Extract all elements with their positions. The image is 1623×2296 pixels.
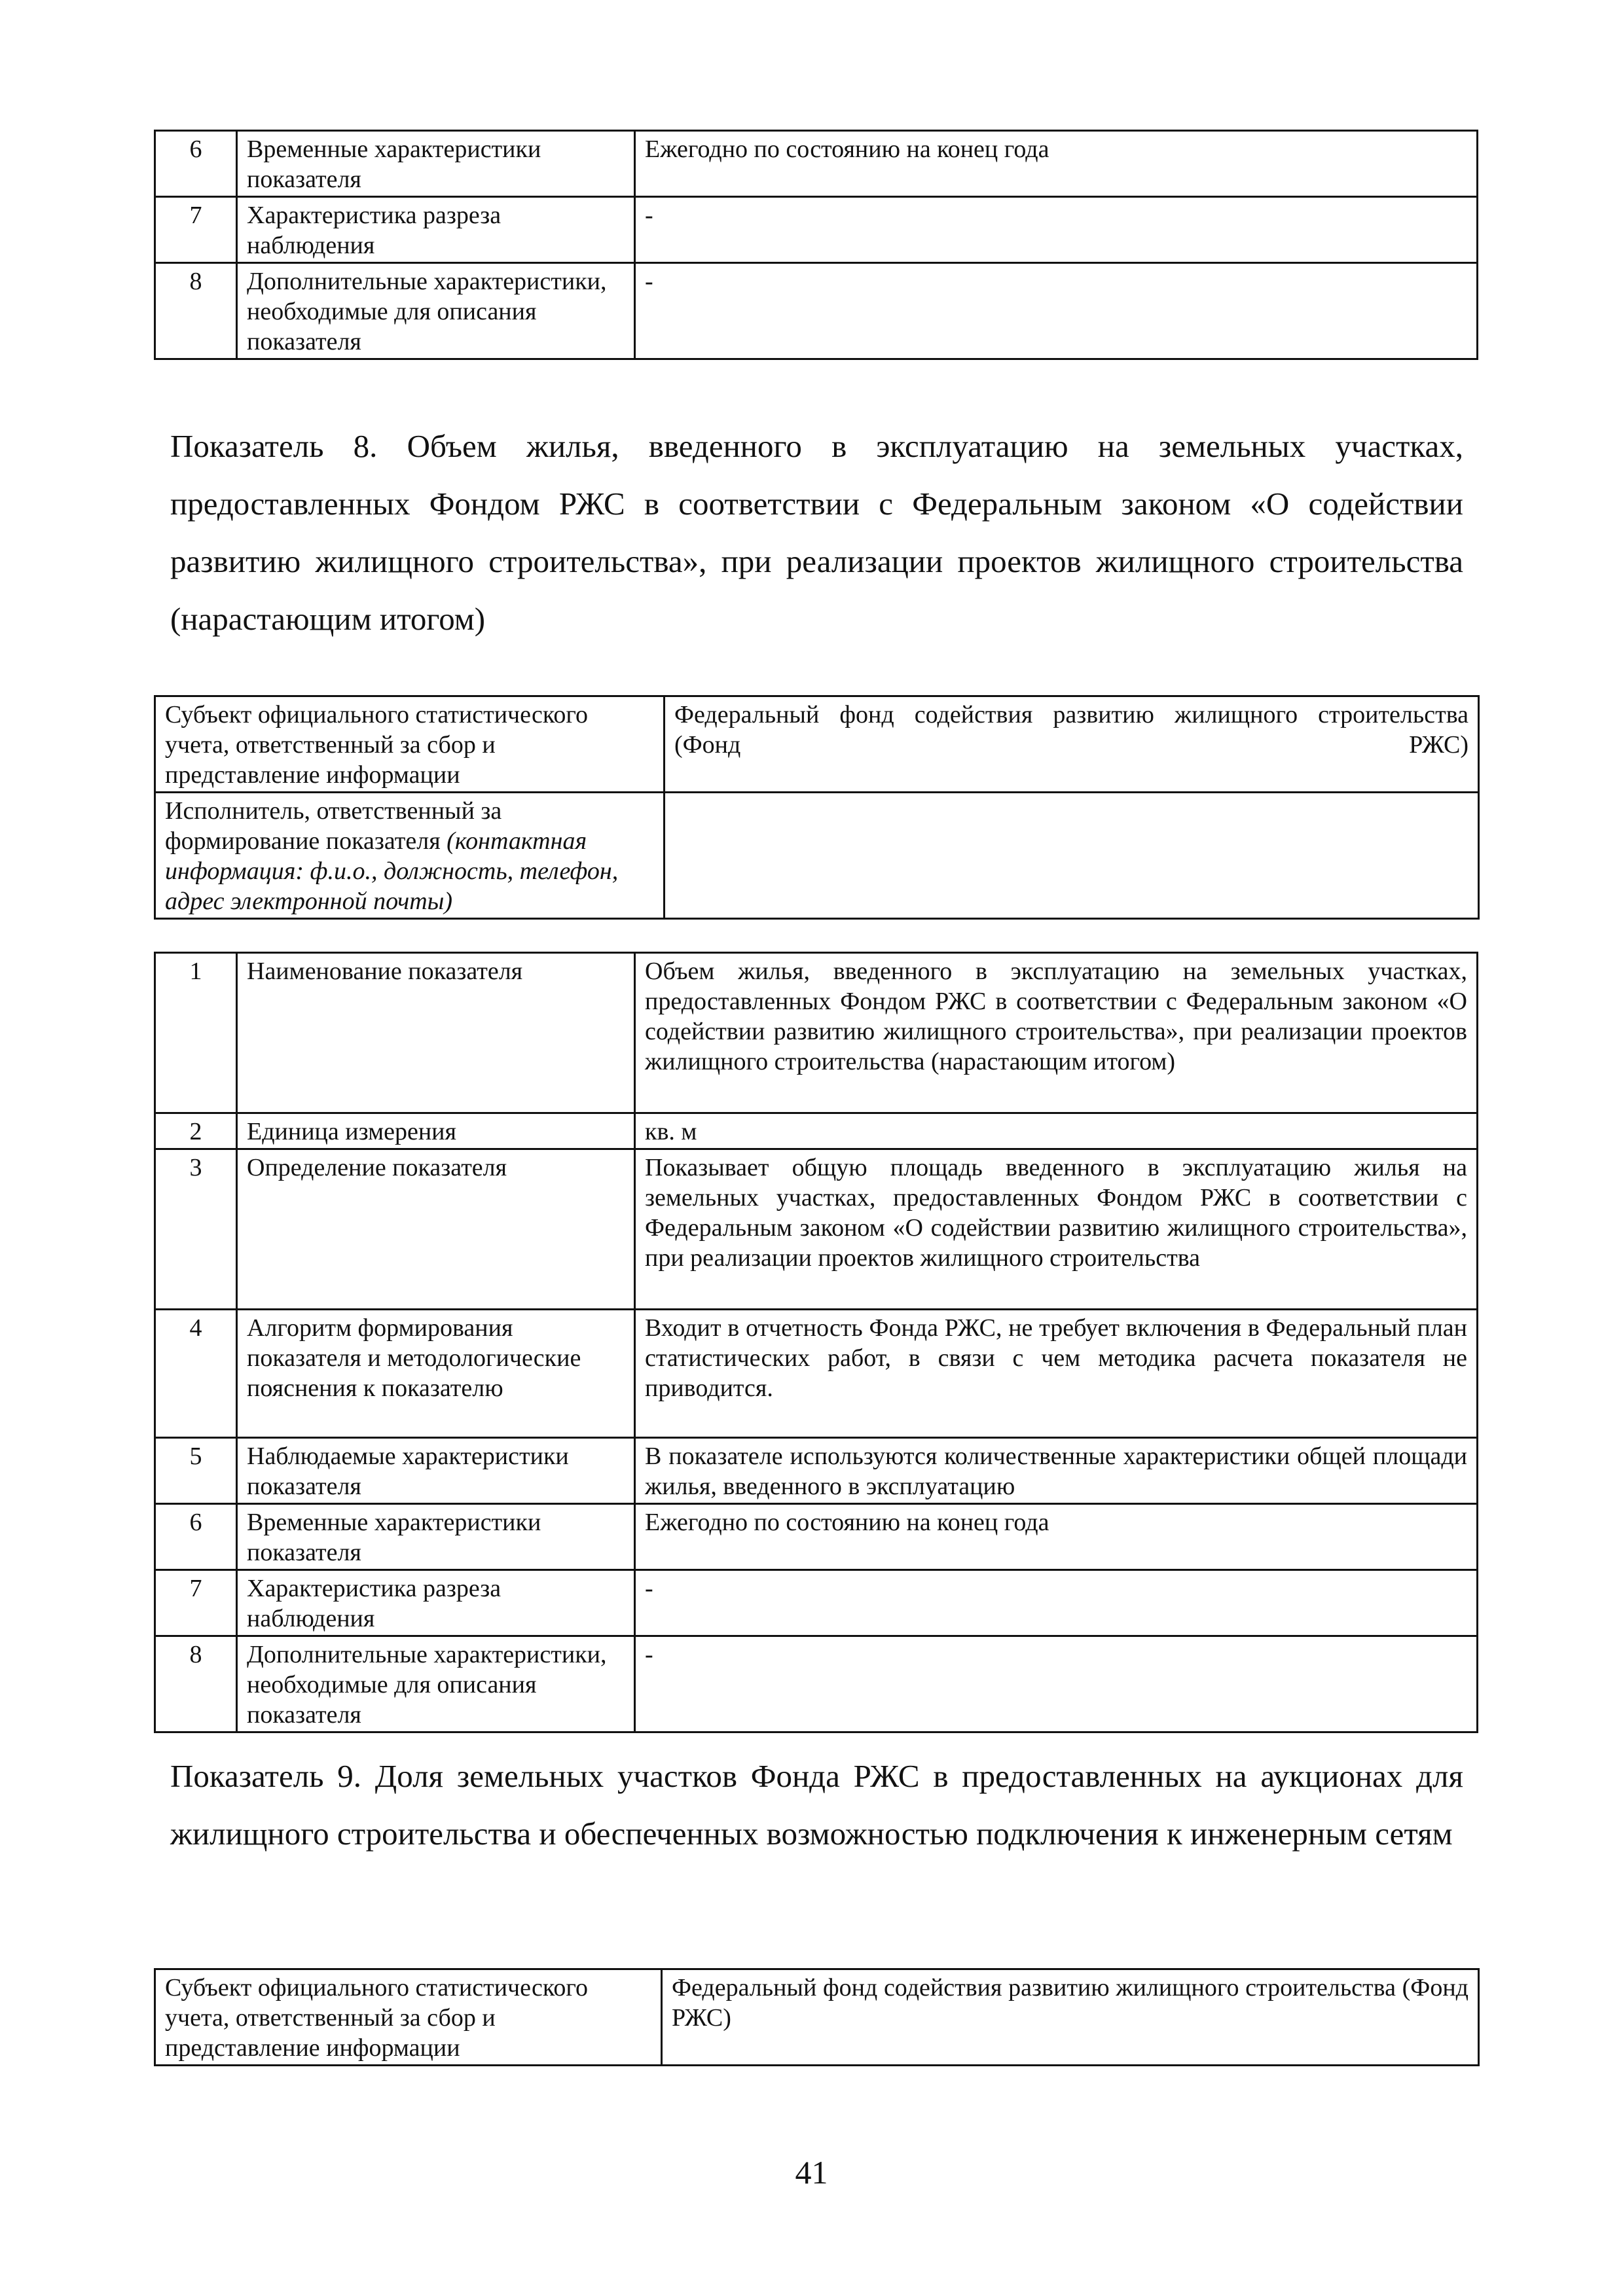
row-value: Входит в отчетность Фонда РЖС, не требует включения в Федеральный план статистических работ, в связи с чем методика расчета показателя не приводится. — [635, 1310, 1478, 1438]
row-number: 4 — [155, 1310, 237, 1438]
row-name: Алгоритм формирования показателя и методологические пояснения к показателю — [237, 1310, 635, 1438]
table-row — [155, 953, 1478, 1113]
row-name: Дополнительные характеристики, необходимые для описания показателя — [237, 263, 635, 359]
row-value: Ежегодно по состоянию на конец года — [635, 131, 1478, 197]
executor-label-text: Исполнитель, ответственный за формирование показателя — [165, 797, 502, 855]
row-number: 2 — [155, 1113, 237, 1149]
subject-value: Федеральный фонд содействия развитию жилищного строительства (Фонд РЖС) — [665, 696, 1479, 793]
row-number: 8 — [155, 1636, 237, 1732]
row-name: Определение показателя — [237, 1149, 635, 1310]
executor-value — [665, 793, 1479, 919]
table-row — [155, 1570, 1478, 1636]
indicator-8-heading: Показатель 8. Объем жилья, введенного в эксплуатацию на земельных участках, предоставленных Фондом РЖС в соответствии с Федеральным законом «О содействии развитию жилищного строительства», при реализации проектов жилищного строительства (нарастающим итогом) — [170, 428, 1463, 637]
executor-contact-note: (контактная информация: ф.и.о., должность, телефон, адрес электронной почты) — [165, 827, 619, 915]
table-row — [155, 1969, 1479, 2066]
indicator-8-main-table — [154, 952, 1478, 1733]
table-row — [155, 793, 1479, 919]
row-number: 1 — [155, 953, 237, 1113]
row-number: 7 — [155, 1570, 237, 1636]
table-row — [155, 263, 1478, 359]
row-name: Наблюдаемые характеристики показателя — [237, 1438, 635, 1504]
executor-label — [155, 793, 665, 919]
row-value: В показателе используются количественные характеристики общей площади жилья, введенного в эксплуатацию — [635, 1438, 1478, 1504]
row-number: 5 — [155, 1438, 237, 1504]
row-number: 6 — [155, 131, 237, 197]
table-row — [155, 1438, 1478, 1504]
indicator-9-heading: Показатель 9. Доля земельных участков Фонда РЖС в предоставленных на аукционах для жилищного строительства и обеспеченных возможностью подключения к инженерным сетям — [170, 1758, 1463, 1852]
row-name: Дополнительные характеристики, необходимые для описания показателя — [237, 1636, 635, 1732]
row-value: - — [635, 197, 1478, 263]
row-number: 6 — [155, 1504, 237, 1570]
table-row — [155, 1310, 1478, 1438]
page-number: 41 — [795, 2154, 828, 2191]
row-value: - — [635, 263, 1478, 359]
table-row — [155, 131, 1478, 197]
table-row — [155, 1636, 1478, 1732]
row-value: - — [635, 1636, 1478, 1732]
indicator-8-subject-table — [154, 695, 1480, 920]
row-name: Временные характеристики показателя — [237, 1504, 635, 1570]
row-value: Объем жилья, введенного в эксплуатацию на земельных участках, предоставленных Фондом РЖС в соответствии с Федеральным законом «О содействии развитию жилищного строительства», при реализации проектов жилищного строительства (нарастающим итогом) — [635, 953, 1478, 1113]
indicator-9-subject-table — [154, 1968, 1480, 2066]
table-row — [155, 1504, 1478, 1570]
row-name: Временные характеристики показателя — [237, 131, 635, 197]
table-row — [155, 1113, 1478, 1149]
row-name: Единица измерения — [237, 1113, 635, 1149]
table-row — [155, 696, 1479, 793]
row-number: 8 — [155, 263, 237, 359]
row-value: Ежегодно по состоянию на конец года — [635, 1504, 1478, 1570]
table-row — [155, 197, 1478, 263]
row-name: Наименование показателя — [237, 953, 635, 1113]
top-indicator-table — [154, 130, 1478, 360]
subject-label: Субъект официального статистического учета, ответственный за сбор и представление информации — [155, 696, 665, 793]
table-row — [155, 1149, 1478, 1310]
row-name: Характеристика разреза наблюдения — [237, 197, 635, 263]
row-value: Показывает общую площадь введенного в эксплуатацию жилья на земельных участках, предоставленных Фондом РЖС в соответствии с Федеральным законом «О содействии развитию жилищного строительства», при реализации проектов жилищного строительства — [635, 1149, 1478, 1310]
row-value: - — [635, 1570, 1478, 1636]
row-number: 7 — [155, 197, 237, 263]
subject-label: Субъект официального статистического учета, ответственный за сбор и представление информации — [155, 1969, 662, 2066]
subject-value: Федеральный фонд содействия развитию жилищного строительства (Фонд РЖС) — [662, 1969, 1479, 2066]
row-number: 3 — [155, 1149, 237, 1310]
row-name: Характеристика разреза наблюдения — [237, 1570, 635, 1636]
row-value: кв. м — [635, 1113, 1478, 1149]
